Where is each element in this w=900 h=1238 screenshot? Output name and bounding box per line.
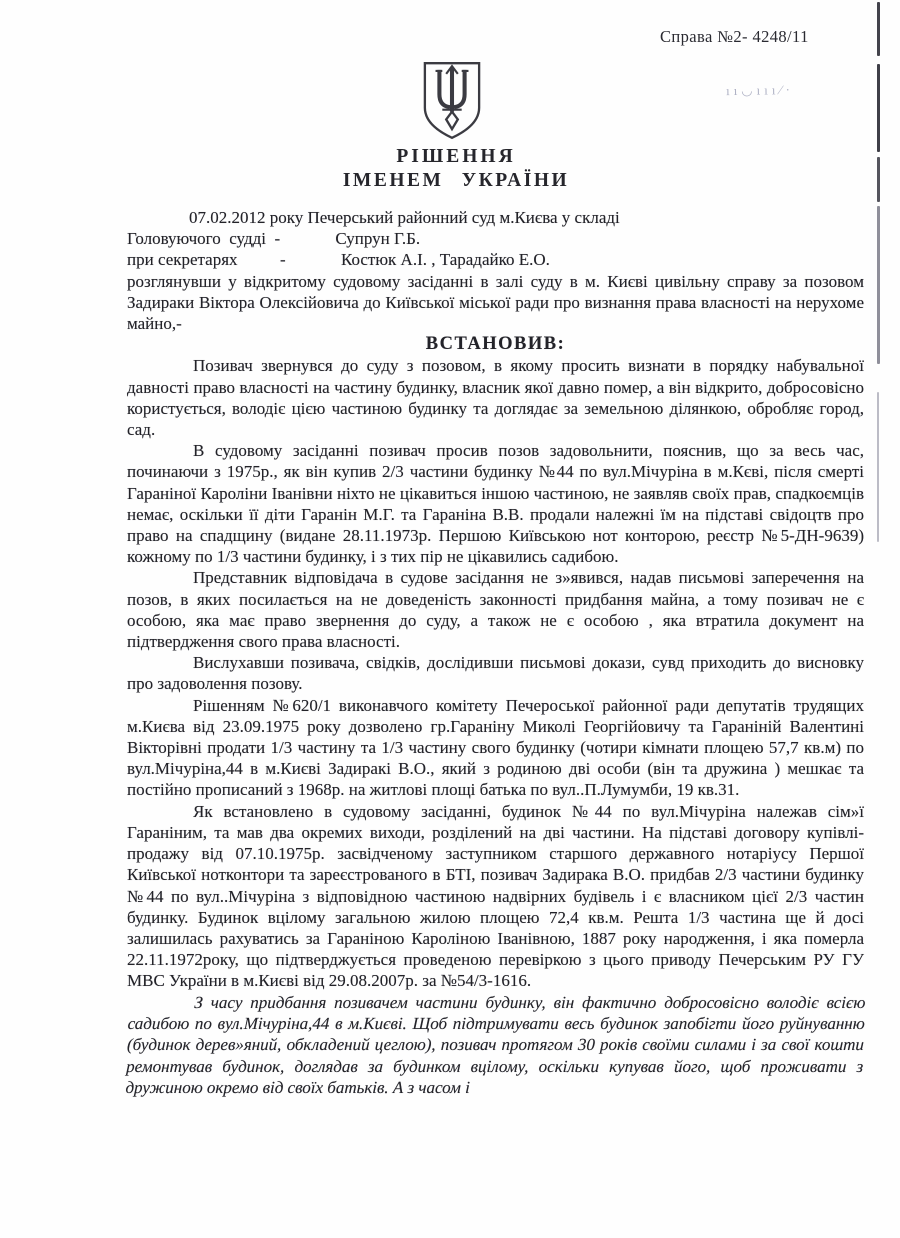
intro-judge-line: Головуючого судді - Супрун Г.Б. (127, 229, 421, 249)
case-number: Справа №2- 4248/11 (660, 27, 809, 46)
ukraine-trident-emblem-icon (421, 61, 483, 141)
document-title: РІШЕННЯ (396, 146, 516, 167)
ruling-paragraph: З часу придбання позивачем частини будинку, він фактично добросовісно володіє всією садибою по вул.Мічуріна,44 в м.Києві. Щоб підтримувати весь будинок запобігти його руйнуванню (будинок дерев»яний, обкладений цеглою), позивач протягом 30 років своїми силами і за свої кошти ремонтував будинок, доглядав за будинком вцілому, оскільки купував його, щоб проживати з дружиною окремо від своїх батьків. А з часом і (125, 992, 866, 1097)
intro-date-line: 07.02.2012 року Печерський районний суд м.Києва у складі (189, 208, 620, 227)
intro-case-line: розглянувши у відкритому судовому засіданні в залі суду в м. Києві цивільну справу за позовом Задираки Віктора Олексійовича до Київської міської ради про визнання права власності на нерухоме майно,- (127, 271, 864, 334)
document-subtitle: ІМЕНЕМ УКРАЇНИ (342, 170, 570, 191)
ruling-paragraph: Рішенням №620/1 виконавчого комітету Печероської районної ради депутатів трудящих м.Києва від 23.09.1975 року дозволено гр.Гараніну Миколі Георгійовичу та Гараніній Валентині Вікторівні продати 1/3 частину та 1/3 частину свого будинку (чотири кімнати площею 57,7 кв.м) по вул.Мічуріна,44 в м.Києві Задиракі В.О., який з родиною дві особи (він та дружина ) мешкає та постійно прописаний з 1968р. на житлові площі батька по вул..П.Лумумби, 19 кв.31. (127, 695, 864, 800)
document-body (127, 207, 864, 1098)
ruling-heading: ВСТАНОВИВ: (425, 334, 566, 355)
intro-secretary-line: при секретарях - Костюк А.І. , Тарадайко Е.О. (127, 250, 550, 270)
ruling-paragraph: В судовому засіданні позивач просив позов задовольнити, пояснив, що за весь час, починаючи з 1975р., як він купив 2/3 частини будинку №44 по вул.Мічуріна в м.Кєві, після смерті Гараніної Кароліни Іванівни ніхто не цікавиться іншою частиною, не заявляв своїх прав, спадкоємців немає, оскільки її діти Гаранін М.Г. та Гараніна В.В. продали належні їм на підставі свідоцтв про право на спадщину (видане 28.11.1973р. Першою Київською нот конторою, реєстр №5-ДН-9639) кожному по 1/3 частини будинку, і з тих пір не цікавились садибою. (127, 441, 864, 567)
scan-edge-artifact (877, 64, 880, 152)
ruling-paragraph: Вислухавши позивача, свідків, дослідивши письмові докази, сувд приходить до висновку про задоволення позову. (127, 653, 864, 694)
scan-edge-artifact (877, 2, 880, 56)
ruling-paragraph: Як встановлено в судовому засіданні, будинок №44 по вул.Мічуріна належав сім»ї Гараніним, та мав два окремих виходи, розділений на дві частини. На підставі договору купівлі-продажу від 07.10.1975р. засвідченому заступником старшого державного нотаріусу Першої Київської нотконтори та зареєстрованого в БТІ, позивач Задирака В.О. придбав 2/3 частини будинку №44 по вул..Мічуріна з відповідною частиною надвірних будівель і є власником цієї 2/3 частин будинку. Будинок вцілому загальною жилою площею 72,4 кв.м. Решта 1/3 частина ще й досі залишилась рахуватись за Гараніною Кароліною Іванівною, 1887 року народження, і яка померла 22.11.1972року, що підтверджується проведеною перевіркою з цього приводу Печерським РУ ГУ МВС України в м.Києві від 29.08.2007р. за №54/3-1616. (127, 801, 864, 991)
ruling-paragraph: Представник відповідача в судове засідання не з»явився, надав письмові заперечення на позов, в яких посилається на не доведеність законності придбання майна, а тому позивач не є особою, яка має право звернення до суду, а також не є особою , яка втратила документ на підтвердження свого права власності. (127, 568, 864, 652)
scan-edge-artifact (877, 392, 879, 542)
scan-edge-artifact (877, 206, 880, 364)
scan-edge-artifact (877, 157, 880, 202)
ruling-paragraph: Позивач звернувся до суду з позовом, в якому просить визнати в порядку набувальної давності право власності на частину будинку, власник якої давно помер, а він відкрито, добросовісно користується, володіє цією частиною будинку та доглядає за земельною ділянкою, обробляє город, сад. (127, 356, 864, 440)
faded-stamp-marks: ıı◡ııı⁄· (725, 81, 795, 99)
